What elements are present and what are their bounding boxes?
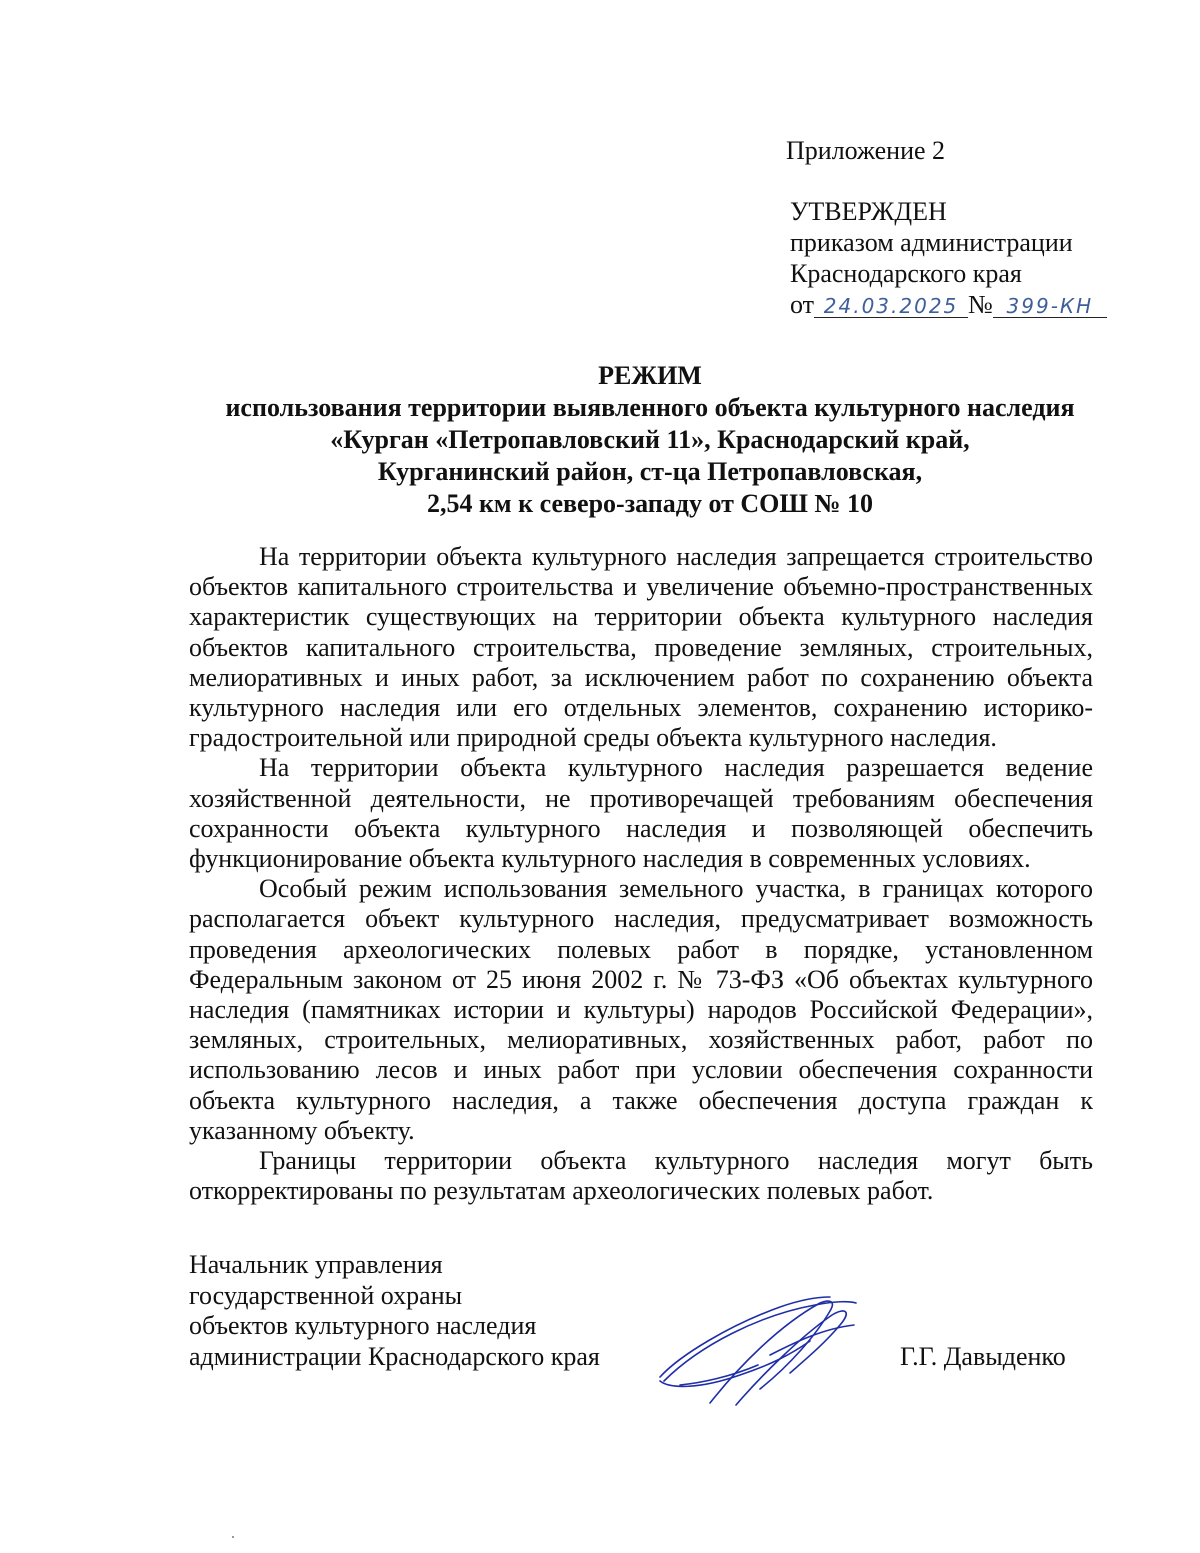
title-line-3: Курганинский район, ст-ца Петропавловская, <box>377 457 923 486</box>
order-date-number-line <box>790 289 1107 320</box>
signatory-name: Г.Г. Давыденко <box>900 1342 1066 1371</box>
signature-strokes <box>660 1297 856 1405</box>
title-line-2: «Курган «Петропавловский 11», Краснодарский край, <box>330 425 970 454</box>
approved-label: УТВЕРЖДЕН <box>790 197 947 226</box>
position-line-4: администрации Краснодарского края <box>189 1341 600 1371</box>
position-line-1: Начальник управления <box>189 1250 443 1279</box>
body-paragraph-2: На территории объекта культурного наследия разрешается ведение хозяйственной деятельности, не противоречащей требованиям обеспечения сохранности объекта культурного наследия и позволяющей обеспечить функционирование объекта культурного наследия в современных условиях. <box>189 753 1093 874</box>
title-heading: РЕЖИМ <box>598 361 702 390</box>
signatory-position <box>189 1250 600 1372</box>
date-prefix: от <box>790 290 815 319</box>
approved-by-line-2: Краснодарского края <box>790 259 1022 288</box>
position-line-3: объектов культурного наследия <box>189 1311 537 1340</box>
approval-stamp-block <box>790 196 1107 320</box>
body-paragraph-4: Границы территории объекта культурного наследия могут быть откорректированы по результатам археологических полевых работ. <box>189 1146 1093 1206</box>
approved-by-line-1: приказом администрации <box>790 228 1073 257</box>
position-line-2: государственной охраны <box>189 1280 463 1310</box>
handwritten-order-number: 399-КН <box>993 295 1107 318</box>
scan-speck <box>232 1536 234 1538</box>
title-line-1: использования территории выявленного объекта культурного наследия <box>225 393 1075 422</box>
document-title <box>150 360 1150 520</box>
number-prefix: № <box>968 290 993 319</box>
handwritten-date: 24.03.2025 <box>814 295 968 318</box>
document-body <box>189 542 1093 1206</box>
handwritten-signature <box>640 1285 880 1415</box>
body-paragraph-1: На территории объекта культурного наследия запрещается строительство объектов капитального строительства и увеличение объемно-пространственных характеристик существующих на территории объекта культурного наследия объектов капитального строительства, проведение земляных, строительных, мелиоративных и иных работ, за исключением работ по сохранению объекта культурного наследия или его отдельных элементов, сохранению историко-градостроительной или природной среды объекта культурного наследия. <box>189 542 1093 753</box>
appendix-label: Приложение 2 <box>786 136 946 165</box>
body-paragraph-3: Особый режим использования земельного участка, в границах которого располагается объект культурного наследия, предусматривает возможность проведения археологических полевых работ в порядке, установленном Федеральным законом от 25 июня 2002 г. № 73-ФЗ «Об объектах культурного наследия (памятниках истории и культуры) народов Российской Федерации», земляных, строительных, мелиоративных, хозяйственных работ, работ по использованию лесов и иных работ при условии обеспечения сохранности объекта культурного наследия, а также обеспечения доступа граждан к указанному объекту. <box>189 874 1093 1145</box>
title-line-4: 2,54 км к северо-западу от СОШ № 10 <box>426 489 874 518</box>
